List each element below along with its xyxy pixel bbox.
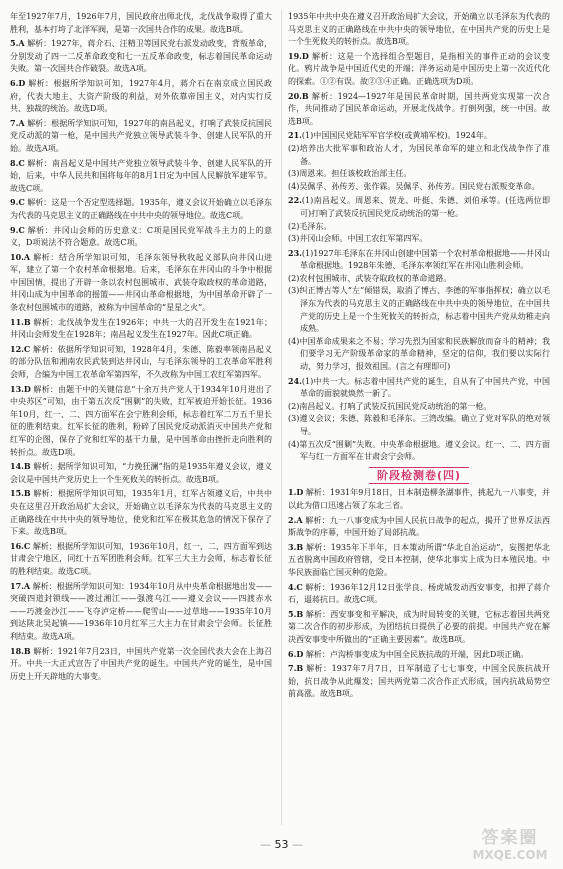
answer-text: 解析：1924—1927年是国民革命时期，国共两党实现第一次合作，共同推动了国民革命运动，开展北伐战争。打倒列强，统一中国。故选B项。 [288, 91, 550, 126]
answer-text: (4)吴佩孚、孙传芳、张作霖。吴佩孚、孙传芳。国民党右派叛变革命。 [288, 181, 540, 191]
answer-number: 9.C [10, 197, 25, 208]
answer-block-line [288, 375, 550, 401]
answer-text: 解析：九一八事变成为中国人民抗日战争的起点，揭开了世界反法西斯战争的序幕，中国开始了局部抗战。 [288, 515, 551, 538]
section-title [288, 470, 550, 483]
answer-number: 17.A [10, 580, 31, 591]
answer-number: 3.B [288, 541, 304, 552]
answer-block-line [288, 413, 550, 438]
answer-block-line [288, 129, 550, 143]
answer-text: (3)周恩来。担任该校政治部主任。 [288, 169, 412, 179]
answer-text: 解析：这是一个选择组合型题目，是指相关的事件正动的会议变化。鸦片战争是中国近代史的开端；洋务运动是中国历史上第一次近代化的探索。①②有误。故②③④正确。正确选项为D项。 [288, 51, 551, 86]
answer-entry [10, 37, 272, 76]
answer-number: 14.B [10, 461, 31, 472]
answer-entry [10, 117, 272, 156]
answer-entry [288, 514, 550, 540]
answer-number: 16.C [10, 540, 31, 551]
answer-text: 1935年中共中央在遵义召开政治局扩大会议，开始确立以毛泽东为代表的马克思主义的正确路线在中共中央的领导地位，在中国共产党的历史上是一个生死攸关的转折点。故选B项。 [288, 12, 550, 47]
answer-text: 解析：1937年7月7日，日军制造了七七事变，中国全民族抗战开始，抗日战争从此爆发；国共两党第二次合作正式形成，国内抗战局势空前高涨。故选B项。 [288, 664, 550, 699]
answer-block [288, 129, 550, 193]
answer-text: 解析：结合所学知识可知，毛泽东领导秋收起义部队向井冈山进军，建立了第一个农村革命根据地。后来，毛泽东在井冈山的斗争中根据中国国情，提出了开辟一条以农村包围城市、武装夺取政权的革命道路，井冈山成为中国革命的摇篮——井冈山革命根据地，为中国革命开辟了一条农村包围城市的道路，被称为中国革命的“星星之火”。 [10, 252, 272, 313]
answer-block [288, 247, 550, 374]
answer-entry [10, 157, 272, 196]
column-divider [281, 10, 282, 825]
answer-entry [288, 581, 550, 607]
answer-entry [10, 77, 272, 116]
answer-text: 解析：根据所学知识可知，1927年4月，蒋介石在南京成立国民政府，代表大地主、大资产阶级的利益，对外依靠帝国主义，对内实行反共、独裁的统治。故选D项。 [10, 78, 273, 114]
answer-text: 解析：根据所学知识可知，1927年的南昌起义，打响了武装反抗国民党反动派的第一枪，是中国共产党独立领导武装斗争、创建人民军队的开始。故选A项。 [10, 118, 272, 153]
answer-number: 20.B [288, 90, 309, 101]
answer-number: 7.B [288, 663, 304, 674]
answer-text: 解析：1921年7月23日，中国共产党第一次全国代表大会在上海召开。中共一大正式宣告了中国共产党的诞生。中国共产党的诞生，是中国历史上开天辟地的大事变。 [10, 646, 272, 681]
answer-number: 19.D [288, 50, 309, 61]
answer-number: 18.B [10, 645, 31, 656]
watermark-url: MXQE.COM [472, 848, 548, 862]
answer-text: (2)南昌起义。打响了武装反抗国民党反动统治的第一枪。 [288, 401, 492, 411]
answer-text: 解析：1935年下半年，日本策动所谓“华北自治运动”，妄图把华北五省脱离中国政府管辖，受日本控制，使华北事实上成为日本殖民地。中华民族面临亡国灭种的危险。 [288, 542, 550, 577]
answer-number: 11.B [10, 316, 31, 327]
answer-entry [288, 648, 550, 662]
answer-number: 6.D [10, 77, 26, 88]
answer-entry [10, 196, 272, 222]
answer-entry [10, 580, 272, 644]
answer-entry [10, 251, 272, 315]
answer-entry [10, 645, 272, 684]
answer-block-line [288, 336, 550, 374]
page-number: — 53 — [260, 838, 303, 851]
answer-text: (2)毛泽东。 [288, 221, 332, 231]
answer-entry [10, 316, 272, 342]
answer-number: 8.C [10, 157, 25, 168]
answer-entry [10, 10, 272, 36]
answer-block-line [288, 168, 550, 181]
answer-text: 解析：1927年，蒋介石、汪精卫等国民党右派发动政变，背叛革命，分别发动了四一二反革命政变和七一五反革命政变，标志着国民革命运动失败。第一次国共合作破裂。故选A项。 [10, 39, 272, 74]
answer-text: (3)纠正博古等人“左”倾错误，取消了博古、李德的军事指挥权；确立以毛泽东为代表的马克思主义的正确路线在中共中央的领导地位，在中国共产党的历史上是一个生死攸关的转折点，标志着中国共产党从幼稚走向成熟。 [288, 286, 550, 334]
answer-entry [10, 224, 272, 250]
answer-entry [10, 460, 272, 486]
answer-text: 解析：1936年12月12日张学良、杨虎城发动西安事变，扣押了蒋介石，逼蒋抗日。故选C项。 [288, 582, 550, 605]
answer-text: 解析：由题干中的关键信息“十余万共产党人于1934年10月进出了中央苏区”可知，由于第五次反“围剿”的失败，红军被迫开始长征。1936年10月，红一、二、四方面军在会宁胜利会师，标志着红军二万五千里长征的胜利结束。红军长征的胜利，粉碎了国民党反动派消灭中国共产党和红军的企图，保存了党和红军的基干力量，是中国革命由挫折走向胜利的转折点。故选D项。 [10, 384, 272, 457]
answer-text: (1)1927年毛泽东在井冈山创建中国第一个农村革命根据地——井冈山革命根据地。1928年朱德、毛泽东率领红军在井冈山胜利会师。 [300, 248, 550, 271]
answer-text: 解析：依据所学知识可知，1928年4月，朱德、陈毅率领南昌起义的部分队伍和湘南农民武装到达井冈山，与毛泽东领导的工农革命军胜利会师，合编为中国工农革命军第四军，不久改称为中国工农红军第四军。 [10, 344, 272, 380]
answer-block-line [288, 273, 550, 286]
answer-block-line [288, 143, 550, 168]
answer-number: 4.C [288, 581, 303, 592]
answer-entry [288, 608, 550, 647]
answer-entry [10, 540, 272, 579]
answer-block-line [288, 221, 550, 234]
answer-text: (2)培养出大批军事和政治人才，为国民革命军的建立和北伐战争作了准备。 [288, 143, 550, 166]
answer-text: 解析：南昌起义是中国共产党独立领导武装斗争、创建人民军队的开始，后来，中华人民共和国将每年的8月1日定为中国人民解放军建军节。故选C项。 [10, 158, 272, 193]
answer-text: (2)农村包围城市、武装夺取政权的革命道路。 [288, 273, 452, 283]
answer-block-line [288, 194, 550, 220]
answer-text: (3)遵义会议；朱德、陈毅和毛泽东。三湾改编。确立了党对军队的绝对领导。 [288, 414, 550, 436]
right-column [288, 10, 550, 702]
answer-text: 解析：根据所学知识可知，1935年1月，红军占领遵义后，中共中央在这里召开政治局扩大会议，开始确立以毛泽东为代表的马克思主义的正确路线在中共中央的领导地位，使党和红军在极其危急的情况下保存了下来。故选B项。 [10, 489, 272, 537]
answer-text: (3)井冈山会师。中国工农红军第四军。 [288, 234, 428, 244]
answer-block-line [288, 285, 550, 335]
answer-text: (1)中共一大。标志着中国共产党的诞生，自从有了中国共产党，中国革命的面貌就焕然一新了。 [300, 376, 550, 399]
answer-block-line [288, 401, 550, 414]
answer-entry [288, 50, 550, 89]
answer-number: 5.A [10, 38, 25, 49]
answer-text: 年至1927年7月，1926年7月，国民政府出师北伐，北伐战争取得了重大胜利，基本打垮了北洋军阀，是第一次国共合作的成果。故选B项。 [10, 12, 272, 34]
answer-number: 23. [288, 247, 302, 258]
answer-entry [288, 662, 550, 701]
answer-number: 6.D [288, 648, 304, 659]
answer-text: (1)中国国民党陆军军官学校(或黄埔军校)。1924年。 [301, 131, 492, 141]
answer-number: 9.C [10, 224, 25, 235]
answer-entry [10, 343, 272, 382]
answer-text: 解析：根据所学知识可知，1936年10月，红一、二、四方面军到达甘肃会宁地区，同红十五军团胜利会师。红军三大主力会师，标志着长征的胜利结束。故选C项。 [10, 541, 272, 576]
answer-entry [10, 383, 272, 460]
answer-block-line [288, 439, 550, 464]
answer-entry [288, 541, 550, 580]
answer-text: 解析：井冈山会师的历史意义：C项是国民党军战斗主力的上的意义，D项说法不符合题意。故选C项。 [10, 225, 272, 248]
answer-block-line [288, 247, 550, 273]
answer-entry [288, 486, 550, 512]
answer-number: 5.B [288, 608, 304, 619]
section-title-text: 阶段检测卷(四) [369, 467, 469, 484]
answer-entry [288, 90, 550, 129]
answer-entry [288, 10, 550, 49]
page-number-value: 53 [274, 838, 289, 851]
answer-text: 解析：这是一个否定型选择题。1935年，遵义会议开始确立以毛泽东为代表的马克思主义的正确路线在中共中央的领导地位。故选C项。 [10, 198, 272, 220]
answer-number: 2.A [288, 514, 303, 525]
answer-number: 24. [288, 375, 302, 386]
answer-number: 13.D [10, 383, 31, 394]
answer-text: (4)第五次反“围剿”失败。中央革命根据地。遵义会议。红一、二、四方面军与红一方面军在甘肃会宁会师。 [288, 439, 550, 462]
answer-number: 21. [288, 130, 302, 141]
answer-number: 15.B [10, 488, 31, 499]
answer-text: 解析：西安事变和平解决，成为时局转变的关键，它标志着国共两党第二次合作的初步形成，为团结抗日提供了必要的前提。中国共产党在解决西安事变中所做出的“正确主要因素”。故选B项。 [288, 609, 550, 644]
answer-text: 解析：1931年9月18日，日本制造柳条湖事件，挑起九一八事变，并以此为借口迅速占领了东北三省。 [288, 488, 550, 510]
answer-entry [10, 487, 272, 538]
answer-block-line [288, 233, 550, 246]
answer-block-line [288, 181, 550, 194]
answer-number: 12.C [10, 343, 31, 354]
answer-text: (1)南昌起义。周恩来、贺龙、叶挺、朱德、刘伯承等。(任选两位即可)打响了武装反抗国民党反动统治的第一枪。 [300, 196, 550, 218]
left-column [10, 10, 272, 684]
answer-number: 22. [288, 195, 302, 206]
answer-text: 解析：卢沟桥事变成为中国全民族抗战的开端，因此D项正确。 [305, 649, 529, 659]
answer-number: 1.D [288, 487, 304, 498]
watermark-logo [465, 823, 555, 863]
answer-number: 7.A [10, 117, 25, 128]
answer-text: (4)中国革命成果来之不易；学习先烈为国家和民族解放而奋斗的精神；我们要学习无产阶级革命家的革命精神，坚定的信仰，我们要以实际行动，努力学习，报效祖国。(言之有理即可) [288, 336, 550, 372]
answer-block [288, 194, 550, 245]
answer-block [288, 375, 550, 464]
answer-number: 10.A [10, 251, 31, 262]
answer-text: 解析：北伐战争发生在1926年；中共一大的召开发生在1921年；井冈山会师发生在1928年；南昌起义发生在1927年。因此C项正确。 [10, 317, 272, 340]
watermark-logo-text: 答案圈 [481, 828, 539, 848]
answer-text: 解析：根据所学知识可知：1934年10月从中央革命根据地出发——突破四道封锁线——渡过湘江——强渡乌江——遵义会议——四渡赤水——巧渡金沙江——飞夺泸定桥——爬雪山——过草地——1935年10月到达陕北吴起镇——1936年10月红军三大主力在甘肃会宁会师。长征胜利结束。故选A项。 [10, 581, 272, 641]
answer-text: 解析：据所学知识可知，“力挽狂澜”指的是1935年遵义会议，遵义会议是中国共产党历史上一个生死攸关的转折点。故选B项。 [10, 462, 272, 484]
